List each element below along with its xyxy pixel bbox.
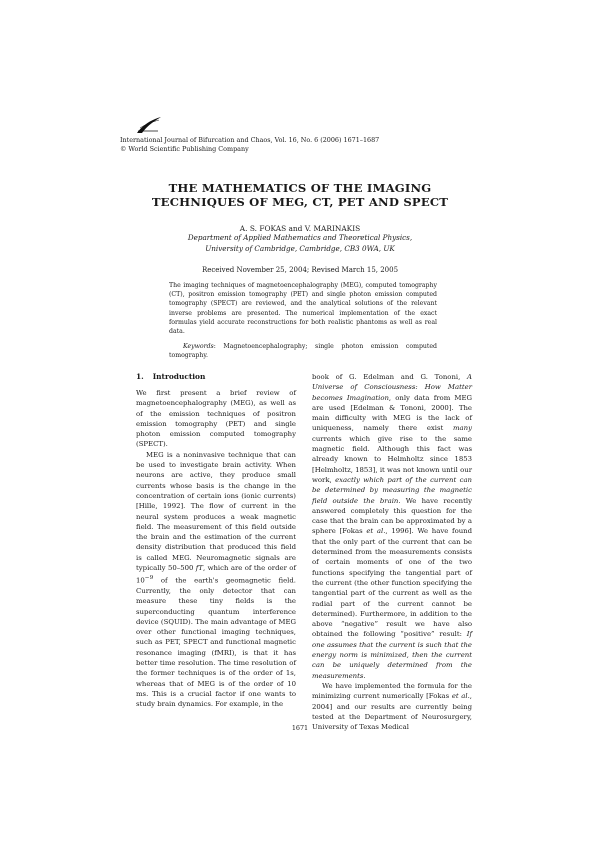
section-number: 1. (136, 372, 144, 381)
section-heading (136, 372, 296, 382)
publisher-logo (136, 116, 162, 134)
page-number: 1671 (291, 724, 309, 732)
publisher-line: © World Scientific Publishing Company (120, 145, 249, 153)
keywords-text: : Magnetoencephalography; single photon emission computed tomography. (169, 343, 437, 360)
journal-citation: International Journal of Bifurcation and Chaos, Vol. 16, No. 6 (2006) 1671–1687 (120, 136, 380, 144)
paper-title (0, 181, 600, 209)
paragraph: We first present a brief review of magnetoencephalography (MEG), as well as of the emission techniques of positron emission tomography (PET) and single photon emission computed tomography (SPECT). (136, 389, 296, 449)
keywords (169, 342, 437, 360)
paragraph: We have implemented the formula for the minimizing current numerically [Fokas et al., 2004] and our results are currently being tested at the Department of Neurosurgery, University of Texas Medical (312, 681, 472, 732)
left-column (136, 372, 296, 710)
right-column (312, 372, 472, 732)
paragraph: MEG is a noninvasive technique that can be used to investigate brain activity. When neurons are active, they produce small currents whose basis is the change in the concentration of certain ions (ionic currents) [Hille, 1992]. The flow of current in the neural system produces a weak magnetic field. The measurement of this field outside the brain and the estimation of the current density distribution that produced this field is called MEG. Neuromagnetic signals are typically 50–500 fT, which are of the order of $10^{-9}$ of the earth's geomagnetic field. Currently, the only detector that can measure these tiny fields is the superconducting quantum interference device (SQUID). The main advantage of MEG over other functional imaging techniques, such as PET, SPECT and functional magnetic resonance imaging (fMRI), is that it has better time resolution. The time resolution of the former techniques is of the order of 1s, whereas that of MEG is of the order of 10 ms. This is a crucial factor if one wants to study brain dynamics. For example, in the (136, 450, 296, 709)
keywords-label: Keywords (183, 343, 214, 351)
abstract-text: The imaging techniques of magnetoencephalography (MEG), computed tomography (CT), positron emission tomography (PET) and single photon emission computed tomography (SPECT) are reviewed, and the analytical solutions of the relevant inverse problems are presented. The numerical implementation of the exact formulas yield accurate reconstructions for both realistic phantoms as well as real data. (169, 282, 437, 336)
affiliation-line-1: Department of Applied Mathematics and Theoretical Physics, (187, 233, 413, 242)
received-dates: Received November 25, 2004; Revised March 15, 2005 (201, 266, 399, 274)
paper-title-line-2: TECHNIQUES OF MEG, CT, PET AND SPECT (151, 195, 449, 209)
paper-title-line-1: THE MATHEMATICS OF THE IMAGING (168, 181, 432, 195)
affiliation-line-2: University of Cambridge, Cambridge, CB3 0WA, UK (205, 243, 395, 253)
affiliation (0, 233, 600, 254)
section-title: Introduction (152, 372, 206, 381)
authors: A. S. FOKAS and V. MARINAKIS (239, 224, 361, 233)
paragraph: book of G. Edelman and G. Tononi, A Universe of Consciousness: How Matter becomes Imagination, only data from MEG are used [Edelman & Tononi, 2000]. The main difficulty with MEG is the lack of uniqueness, namely there exist many currents which give rise to the same magnetic field. Although this fact was already known to Helmholtz since 1853 [Helmholtz, 1853], it was not known until our work, exactly which part of the current can be determined by measuring the magnetic field outside the brain. We have recently answered completely this question for the case that the brain can be approximated by a sphere [Fokas et al., 1996]. We have found that the only part of the current that can be determined from the measurements consists of certain moments of one of the two functions specifying the tangential part of the current (the other function specifying the tangential part of the current as well as the radial part of the current cannot be determined). Furthermore, in addition to the above “negative” result we have also obtained the following “positive” result: If one assumes that the current is such that the energy norm is minimized, then the current can be uniquely determined from the measurements. (312, 373, 473, 680)
abstract (169, 281, 437, 361)
journal-header (120, 136, 379, 154)
